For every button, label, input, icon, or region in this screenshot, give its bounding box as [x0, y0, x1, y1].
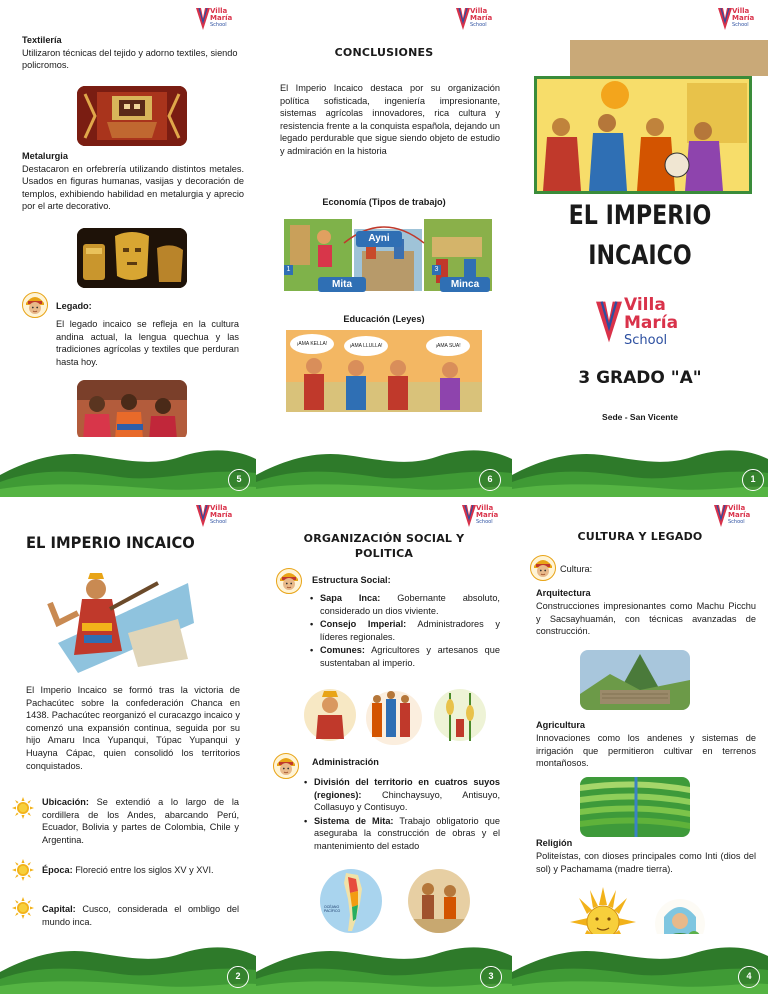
page3-title: ORGANIZACIÓN SOCIAL Y POLITICA — [303, 532, 465, 560]
textileria-title: Textilería — [22, 35, 62, 45]
agricultura-text: Innovaciones como los andenes y sistemas de irrigación que permitieron cultivar en terrenos montañosos. — [536, 733, 756, 769]
item-label: Consejo Imperial: — [320, 619, 407, 630]
capital-text — [42, 903, 239, 928]
social-figures — [300, 683, 490, 747]
brand-line1: Villa — [470, 7, 488, 15]
estructura-title: Estructura Social: — [312, 575, 391, 585]
brand-line3: School — [728, 519, 745, 525]
brand-line2: María — [210, 511, 233, 519]
cover-logo-text — [624, 296, 678, 350]
page2-title: EL IMPERIO INCAICO — [26, 533, 195, 552]
speech-bubble-2: ¡AMA LLULLA! — [344, 336, 388, 356]
machu-picchu-image — [580, 650, 690, 710]
estructura-item — [310, 618, 500, 643]
hills-footer — [256, 437, 512, 497]
work-ayni-label: Ayni — [356, 231, 402, 247]
gold-artifacts-image — [77, 228, 187, 288]
andenes-image — [580, 777, 690, 837]
education-laws-image — [286, 330, 482, 412]
pachacutec-illustration — [38, 563, 198, 675]
brand-line3: School — [210, 22, 227, 28]
admin-item — [304, 776, 500, 814]
page-5 — [0, 0, 256, 497]
admin-title: Administración — [312, 757, 379, 767]
brand-line3: School — [732, 22, 749, 28]
item-text: Trabajo obligatorio que aseguraba la construcción de obras y el mantenimiento del estado — [314, 815, 501, 851]
admin-list — [304, 776, 500, 854]
speech-bubble-3: ¡AMA SUA! — [426, 336, 470, 356]
page-number: 2 — [227, 966, 249, 988]
inca-face-icon — [276, 568, 302, 594]
arquitectura-text: Construcciones impresionantes como Machu Picchu y Sacsayhuamán, con técnicas avanzadas de construcción. — [536, 601, 756, 637]
arquitectura-title: Arquitectura — [536, 588, 591, 598]
page-number: 6 — [479, 469, 501, 491]
page-4 — [512, 497, 768, 994]
page2-intro: El Imperio Incaico se formó tras la victoria de Pachacútec sobre la confederación Chanca en 1438. Pachacútec reorganizó el curacazgo incaico y comenzó una expansión continua, seguida por su hijo Amaru Inca Yupanqui, Túpac Yupanqui y Huayna Cápac, quien consolidó los territorios conquistados. — [26, 685, 240, 771]
brand-line3: School — [476, 519, 493, 525]
andean-people-image — [77, 380, 187, 440]
sun-icon — [12, 859, 34, 881]
brand-line2: María — [732, 14, 755, 22]
item-label: División del territorio en cuatros suyos (regiones): — [314, 777, 500, 800]
religion-title: Religión — [536, 838, 573, 848]
cover-sede: Sede - San Vicente — [602, 412, 678, 422]
hills-footer — [0, 437, 256, 497]
epoca-text — [42, 864, 239, 877]
cover-logo-line2: María — [624, 313, 679, 333]
ubicacion-label: Ubicación: — [42, 797, 89, 807]
economia-title: Economía (Tipos de trabajo) — [322, 197, 446, 207]
educacion-title: Educación (Leyes) — [343, 314, 425, 324]
legado-text: El legado incaico se refleja en la cultura andina actual, la lengua quechua y las tradiciones agrícolas y textiles que perduran hasta hoy. — [56, 319, 239, 367]
mita-work-illustration — [408, 869, 470, 933]
epoca-body: Floreció entre los siglos XV y XVI. — [72, 865, 214, 875]
metalurgia-text: Destacaron en orfebrería utilizando distintos metales. Usados en figuras humanas, vasijas y decoración de templos, exhibiendo habilidad en metalurgia y aprecio por el arte decorativo. — [22, 163, 244, 212]
cover-illustration — [534, 76, 752, 194]
brand-logo — [456, 6, 496, 34]
capital-label: Capital: — [42, 904, 76, 914]
brand-line1: Villa — [732, 7, 750, 15]
speech-bubble-1: ¡AMA KELLA! — [290, 334, 334, 354]
tawantinsuyo-map — [320, 869, 382, 933]
work-types-diagram — [284, 215, 492, 293]
conclusiones-title: CONCLUSIONES — [334, 46, 434, 59]
brand-line3: School — [210, 519, 227, 525]
map-ocean-label: OCÉANO PACÍFICO — [324, 905, 341, 913]
item-text: Administradores y líderes regionales. — [320, 619, 500, 642]
hills-footer — [512, 934, 768, 994]
brand-logo — [462, 503, 502, 531]
page-number: 4 — [738, 966, 760, 988]
logo-mark-icon — [714, 505, 728, 527]
page-3 — [256, 497, 512, 994]
cover-title-line1: EL IMPERIO — [568, 200, 712, 231]
brand-line2: María — [476, 511, 499, 519]
metalurgia-title: Metalurgia — [22, 151, 68, 161]
item-label: Sapa Inca: — [320, 593, 381, 603]
work-number-1: 1 — [284, 265, 293, 275]
estructura-item — [310, 592, 500, 617]
item-text: Agricultores y artesanos que sustentaban al imperio. — [320, 645, 500, 668]
sun-icon — [12, 797, 34, 819]
cover-logo-line3: School — [624, 333, 668, 348]
item-label: Comunes: — [320, 645, 365, 656]
brand-line3: School — [470, 22, 487, 28]
textile-image — [77, 86, 187, 146]
ubicacion-text — [42, 796, 239, 846]
admin-item — [304, 815, 500, 853]
work-number-3: 3 — [432, 265, 441, 275]
brand-line1: Villa — [476, 504, 494, 512]
logo-mark-icon — [456, 8, 470, 30]
logo-mark-icon — [462, 505, 476, 527]
brand-logo — [196, 6, 236, 34]
agricultura-title: Agricultura — [536, 720, 586, 730]
estructura-list — [310, 592, 500, 671]
hills-footer — [0, 934, 256, 994]
hills-footer — [512, 437, 768, 497]
brand-line2: María — [470, 14, 493, 22]
religion-text: Politeístas, con dioses principales como Inti (dios del sol) y Pachamama (madre tierra). — [536, 851, 756, 874]
logo-mark-icon — [196, 8, 210, 30]
brand-logo — [718, 6, 758, 34]
item-text: Chinchaysuyo, Antisuyo, Collasuyo y Contisuyo. — [314, 789, 500, 813]
page-6 — [256, 0, 512, 497]
cover-grade: 3 GRADO "A" — [578, 368, 702, 388]
estructura-item — [310, 644, 500, 669]
brand-line2: María — [728, 511, 751, 519]
cover-title — [535, 196, 745, 276]
page-number: 1 — [742, 469, 764, 491]
brand-line1: Villa — [728, 504, 746, 512]
legado-title: Legado: — [56, 301, 92, 311]
page-1-cover — [512, 0, 768, 497]
item-text: Gobernante absoluto, considerado un dios viviente. — [320, 593, 500, 616]
brand-line2: María — [210, 14, 233, 22]
logo-mark-icon — [718, 8, 732, 30]
cover-logo-line1: Villa — [624, 295, 666, 315]
cover-title-line2: INCAICO — [588, 240, 692, 271]
page-2 — [0, 497, 256, 994]
item-label: Sistema de Mita: — [314, 815, 394, 826]
textileria-section — [22, 34, 244, 72]
sun-icon — [12, 897, 34, 919]
capital-body: Cusco, considerada el ombligo del mundo inca. — [42, 904, 239, 927]
inca-face-icon — [530, 555, 556, 581]
cardboard-strip — [570, 40, 768, 76]
hills-footer — [256, 934, 512, 994]
textileria-text: Utilizaron técnicas del tejido y adorno textiles, siendo policromos. — [22, 47, 238, 71]
cover-logo-mark-icon — [596, 294, 622, 350]
page-number: 3 — [480, 966, 502, 988]
brand-logo — [714, 503, 754, 531]
logo-mark-icon — [196, 505, 210, 527]
epoca-label: Época: — [42, 865, 73, 875]
work-mita-label: Mita — [318, 277, 366, 292]
inca-face-icon — [22, 292, 48, 318]
work-minca-label: Minca — [440, 277, 490, 292]
page-number: 5 — [228, 469, 250, 491]
ubicacion-body: Se extendió a lo largo de la cordillera de los Andes, abarcando Perú, Ecuador, Bolivia y partes de Colombia, Chile y Argentina. — [42, 797, 239, 845]
cover-logo — [596, 290, 706, 356]
inca-face-icon — [273, 753, 299, 779]
brand-line1: Villa — [210, 7, 228, 15]
conclusiones-text: El Imperio Incaico destaca por su organización política sofisticada, ingeniería impresionante, sistemas agrícolas innovadores, rica cultura y resistencia frente a la conquista española, dejando un legado perdurable que sigue siendo objeto de estudio y admiración en la historia — [280, 83, 500, 156]
brand-logo — [196, 503, 236, 531]
cultura-label: Cultura: — [560, 564, 593, 574]
brand-line1: Villa — [210, 504, 228, 512]
page4-title: CULTURA Y LEGADO — [577, 530, 703, 543]
metalurgia-section — [22, 150, 244, 213]
